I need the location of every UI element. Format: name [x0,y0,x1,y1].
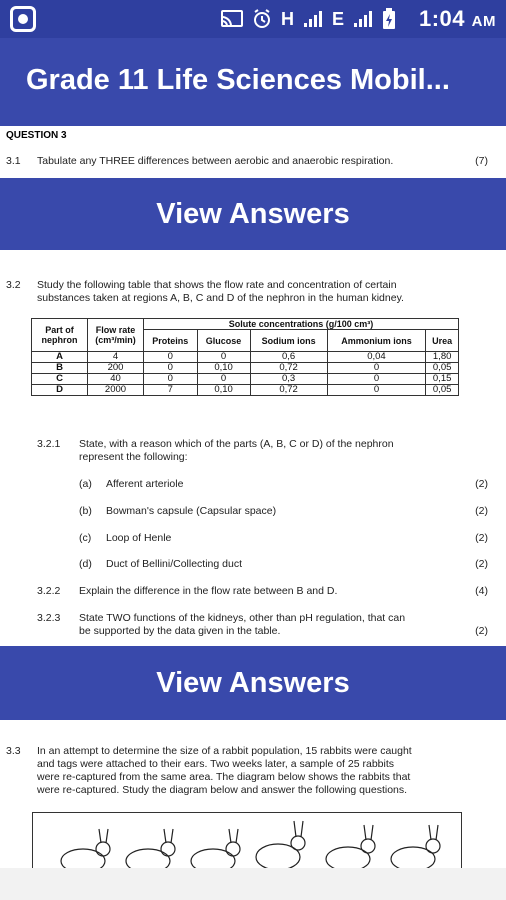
table-cell: 4 [88,352,144,363]
header-part: Part of nephron [32,319,88,352]
q31-text: Tabulate any THREE differences between aerobic and anaerobic respiration. [37,155,394,167]
subheader-sodium: Sodium ions [250,330,327,352]
sub-item-c-text: Loop of Henle [106,532,172,544]
subheader-urea: Urea [426,330,459,352]
q323-number: 3.2.3 [37,612,61,624]
q33-line2: and tags were attached to their ears. Two weeks later, a sample of 25 rabbits [37,758,395,770]
table-cell: 0 [327,385,426,396]
q31-marks: (7) [475,155,488,167]
rabbit-icon [391,825,440,870]
rabbit-icon [126,829,175,870]
q323-line1: State TWO functions of the kidneys, other than pH regulation, that can [79,612,406,624]
nephron-table [31,318,459,396]
rabbits-illustration [33,813,462,870]
table-cell: 0 [144,363,198,374]
subheader-glucose: Glucose [197,330,250,352]
q321-line1: State, with a reason which of the parts (A, B, C or D) of the nephron [79,438,394,450]
rabbit-icon [256,821,305,870]
battery-icon [382,8,396,30]
network-type-h: H [280,8,294,29]
table-cell: D [32,385,88,396]
network-type-e: E [331,8,344,29]
table-cell: 0,3 [250,374,327,385]
sub-item-a-marks: (2) [475,478,488,490]
sub-item-b-text: Bowman's capsule (Capsular space) [106,505,277,517]
q33-line1: In an attempt to determine the size of a rabbit population, 15 rabbits were caught [37,745,412,757]
q321-number: 3.2.1 [37,438,61,450]
sub-item-a-letter: (a) [79,478,92,490]
status-icons [221,8,396,30]
q323-marks: (2) [475,625,488,637]
table-cell: 0,04 [327,352,426,363]
sub-item-d-letter: (d) [79,558,92,570]
rabbit-icon [326,825,375,870]
q32-text-line2: substances taken at regions A, B, C and D of the nephron in the human kidney. [37,292,404,304]
signal-icon-1 [303,10,323,28]
sub-item-b-letter: (b) [79,505,92,517]
table-row [32,352,459,363]
sub-item-d-marks: (2) [475,558,488,570]
status-time: 1:04 AM [419,6,496,31]
table-cell: 0,72 [250,385,327,396]
table-cell: 0,72 [250,363,327,374]
rabbit-icon [191,829,240,870]
view-answers-button-1[interactable]: View Answers [0,178,506,250]
table-cell: 0,05 [426,363,459,374]
sub-item-c-letter: (c) [79,532,92,544]
table-row [32,363,459,374]
table-cell: 0 [197,374,250,385]
question-heading: QUESTION 3 [6,130,67,141]
table-cell: 0 [327,363,426,374]
table-cell: 0,15 [426,374,459,385]
q32-text-line1: Study the following table that shows the flow rate and concentration of certain [37,279,397,291]
sub-item-a-text: Afferent arteriole [106,478,184,490]
q31-number: 3.1 [6,155,21,167]
table-cell: 0 [144,352,198,363]
table-cell: 0,05 [426,385,459,396]
q33-number: 3.3 [6,745,21,757]
table-cell: 200 [88,363,144,374]
table-cell: 0,6 [250,352,327,363]
app-title: Grade 11 Life Sciences Mobil... [26,64,450,96]
header-flow: Flow rate (cm³/min) [88,319,144,352]
status-bar [0,0,506,38]
q323-line2: be supported by the data given in the table. [79,625,281,637]
q322-number: 3.2.2 [37,585,61,597]
rabbit-diagram [32,812,462,870]
table-cell: 0 [197,352,250,363]
table-cell: 0,10 [197,363,250,374]
alarm-icon [252,9,272,29]
sub-item-c-marks: (2) [475,532,488,544]
table-cell: 1,80 [426,352,459,363]
subheader-proteins: Proteins [144,330,198,352]
table-cell: 2000 [88,385,144,396]
table-cell: B [32,363,88,374]
subheader-ammonium: Ammonium ions [327,330,426,352]
q322-text: Explain the difference in the flow rate between B and D. [79,585,338,597]
q321-line2: represent the following: [79,451,188,463]
signal-icon-2 [353,10,373,28]
table-cell: 40 [88,374,144,385]
bottom-bar [0,868,506,900]
app-bar [0,38,506,126]
table-cell: A [32,352,88,363]
table-cell: 0,10 [197,385,250,396]
q33-line4: were re-captured. Study the diagram below and answer the following questions. [37,784,408,796]
cast-icon [221,10,243,28]
sub-item-b-marks: (2) [475,505,488,517]
app-notification-icon [10,6,36,32]
q322-marks: (4) [475,585,488,597]
q32-number: 3.2 [6,279,21,291]
header-solute: Solute concentrations (g/100 cm³) [144,319,459,330]
view-answers-button-2[interactable]: View Answers [0,646,506,720]
table-row [32,374,459,385]
sub-item-d-text: Duct of Bellini/Collecting duct [106,558,242,570]
table-cell: C [32,374,88,385]
table-cell: 0 [144,374,198,385]
rabbit-icon [61,829,110,870]
table-cell: 0 [327,374,426,385]
table-row [32,385,459,396]
q33-line3: were re-captured from the same area. The diagram below shows the rabbits that [37,771,411,783]
table-cell: 7 [144,385,198,396]
